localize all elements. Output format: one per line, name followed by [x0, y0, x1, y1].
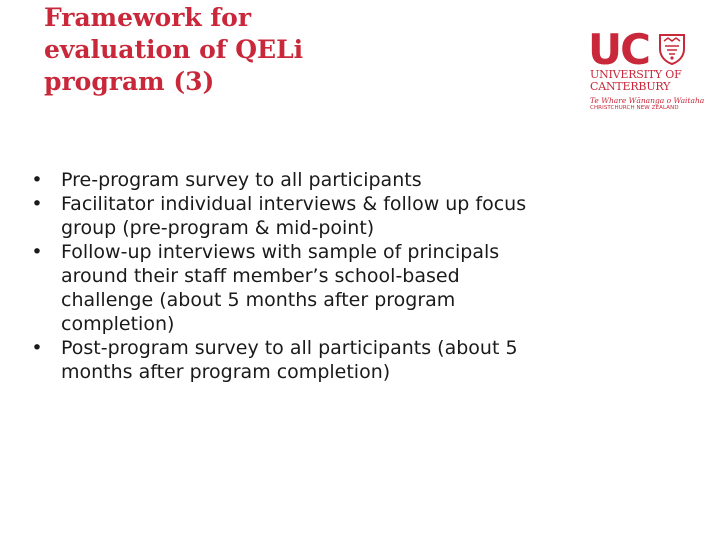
title-line: program (3): [44, 67, 215, 96]
bullet-icon: •: [31, 241, 43, 263]
bullet-item: [30, 168, 530, 192]
bullet-list: [30, 168, 530, 384]
bullet-icon: •: [31, 193, 43, 215]
crest-icon: [658, 33, 686, 65]
bullet-item: [30, 240, 530, 336]
bullet-text: Follow-up interviews with sample of principals around their staff member’s school-based challenge (about 5 months after program completion): [61, 241, 500, 335]
bullet-item: [30, 192, 530, 240]
university-logo: [588, 25, 705, 122]
bullet-item: [30, 336, 530, 384]
logo-canterbury: CANTERBURY: [590, 80, 671, 93]
logo-university-of: UNIVERSITY OF: [590, 68, 682, 81]
logo-city: CHRISTCHURCH NEW ZEALAND: [590, 105, 679, 111]
bullet-text: Post-program survey to all participants (about 5 months after program completion): [61, 337, 518, 383]
bullet-icon: •: [31, 169, 43, 191]
logo-maori-name: Te Whare Wānanga o Waitaha: [590, 96, 705, 105]
title-line: Framework for: [44, 3, 252, 32]
slide-title: [44, 2, 444, 98]
bullet-text: Facilitator individual interviews & follow up focus group (pre-program & mid-point): [61, 193, 527, 239]
bullet-text: Pre-program survey to all participants: [61, 169, 422, 191]
logo-mark: UC: [588, 25, 649, 74]
title-line: evaluation of QELi: [44, 35, 304, 64]
bullet-icon: •: [31, 337, 43, 359]
